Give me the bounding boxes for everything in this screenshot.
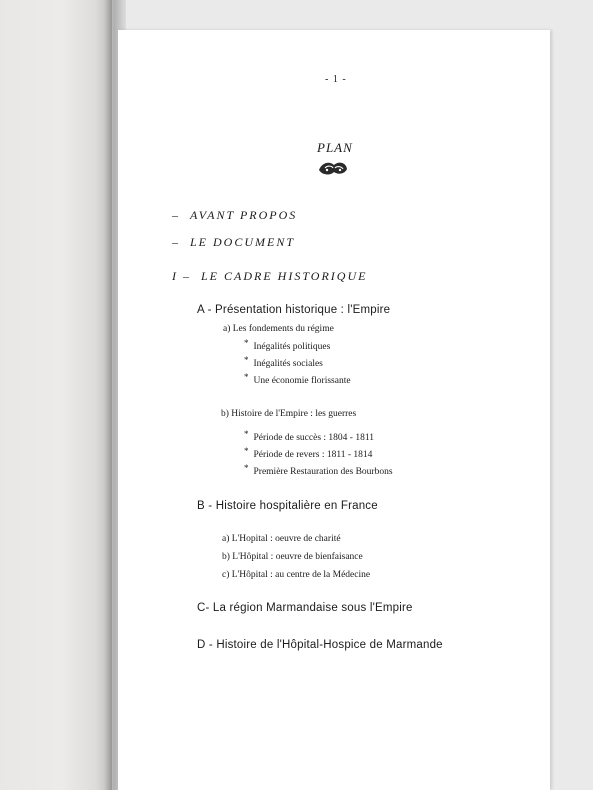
heading-label: LE DOCUMENT [190,235,296,249]
heading-cadre-historique [172,269,367,284]
section-d-title: D - Histoire de l'Hôpital-Hospice de Marmande [197,639,443,651]
section-b-title: B - Histoire hospitalière en France [197,500,378,512]
section-a-sub-a: a) Les fondements du régime [223,324,334,334]
heading-label: AVANT PROPOS [190,208,298,222]
list-item: * Première Restauration des Bourbons [244,463,393,477]
list-item: * Inégalités politiques [244,338,331,352]
section-a-title: A - Présentation historique : l'Empire [197,304,391,316]
bullet-star-icon: * [244,372,249,382]
bullet-star-icon: * [244,446,249,456]
document-page [118,30,550,790]
section-c-title: C- La région Marmandaise sous l'Empire [197,602,413,614]
fleuron-icon [316,158,350,178]
heading-label: LE CADRE HISTORIQUE [201,269,368,283]
list-item: * Période de revers : 1811 - 1814 [244,446,373,460]
bullet-star-icon: * [244,355,249,365]
list-item: a) L'Hopital : oeuvre de charité [222,534,341,544]
heading-prefix: – [172,208,180,222]
list-item: * Période de succès : 1804 - 1811 [244,429,374,443]
page-number: - 1 - [325,74,347,85]
heading-prefix: – [172,235,180,249]
bullet-star-icon: * [244,463,249,473]
heading-avant-propos [172,208,297,223]
plan-title: PLAN [317,140,353,155]
bullet-star-icon: * [244,429,249,439]
section-a-sub-b: b) Histoire de l'Empire : les guerres [221,409,357,419]
heading-le-document [172,235,295,250]
bullet-star-icon: * [244,338,249,348]
facing-page [0,0,112,790]
list-item: c) L'Hôpital : au centre de la Médecine [222,570,371,580]
list-item: b) L'Hôpital : oeuvre de bienfaisance [222,552,363,562]
heading-prefix: I – [172,269,191,283]
list-item: * Une économie florissante [244,372,351,386]
list-item: * Inégalités sociales [244,355,323,369]
